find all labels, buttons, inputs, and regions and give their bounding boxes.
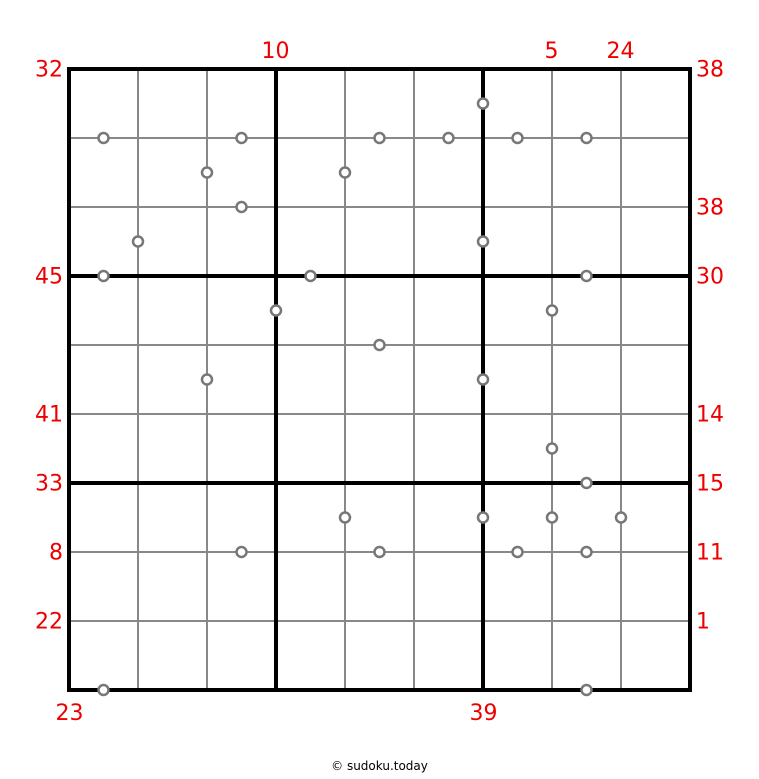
left-clue-1: 32 [35, 57, 63, 83]
cell-r3c7[interactable] [483, 207, 552, 276]
cell-r5c2[interactable] [138, 345, 207, 414]
dot-v-c2-r5 [202, 375, 212, 385]
dot-v-c8-r7 [616, 513, 626, 523]
cell-r4c5[interactable] [345, 276, 414, 345]
cell-r8c9[interactable] [621, 552, 690, 621]
left-clue-9: 22 [35, 609, 63, 635]
dot-v-c3-r4 [271, 306, 281, 316]
cell-r5c3[interactable] [207, 345, 276, 414]
cell-r6c6[interactable] [414, 414, 483, 483]
right-clue-6: 14 [696, 402, 724, 428]
dot-v-c7-r7 [547, 513, 557, 523]
cell-r9c4[interactable] [276, 621, 345, 690]
cell-r2c7[interactable] [483, 138, 552, 207]
cell-r9c1[interactable] [69, 621, 138, 690]
cell-r2c3[interactable] [207, 138, 276, 207]
cell-r7c7[interactable] [483, 483, 552, 552]
cell-r6c8[interactable] [552, 414, 621, 483]
copyright-footer: © sudoku.today [331, 759, 428, 773]
cell-r8c1[interactable] [69, 552, 138, 621]
cell-r8c2[interactable] [138, 552, 207, 621]
cell-r9c3[interactable] [207, 621, 276, 690]
dot-h-r9-c8 [582, 685, 592, 695]
cell-r2c1[interactable] [69, 138, 138, 207]
right-clue-7: 15 [696, 471, 724, 497]
cell-r8c5[interactable] [345, 552, 414, 621]
cell-r2c4[interactable] [276, 138, 345, 207]
top-clue-7: 5 [544, 39, 559, 64]
cell-r2c5[interactable] [345, 138, 414, 207]
cell-r9c6[interactable] [414, 621, 483, 690]
dot-h-r1-c7 [513, 133, 523, 143]
dot-h-r7-c5 [375, 547, 385, 557]
cell-r2c6[interactable] [414, 138, 483, 207]
cell-r5c9[interactable] [621, 345, 690, 414]
cell-r3c2[interactable] [138, 207, 207, 276]
cell-r2c2[interactable] [138, 138, 207, 207]
dot-h-r7-c8 [582, 547, 592, 557]
cell-r9c2[interactable] [138, 621, 207, 690]
dot-h-r6-c8 [582, 478, 592, 488]
cell-r9c5[interactable] [345, 621, 414, 690]
dot-h-r2-c3 [237, 202, 247, 212]
dot-v-c6-r7 [478, 513, 488, 523]
cell-r3c6[interactable] [414, 207, 483, 276]
cell-r4c1[interactable] [69, 276, 138, 345]
cell-r6c1[interactable] [69, 414, 138, 483]
dot-v-c7-r4 [547, 306, 557, 316]
dot-v-c6-r1 [478, 99, 488, 109]
cell-r1c9[interactable] [621, 69, 690, 138]
cell-r7c3[interactable] [207, 483, 276, 552]
cell-r2c9[interactable] [621, 138, 690, 207]
cell-r1c4[interactable] [276, 69, 345, 138]
cell-r1c2[interactable] [138, 69, 207, 138]
cell-r3c9[interactable] [621, 207, 690, 276]
cell-r5c6[interactable] [414, 345, 483, 414]
dot-v-c6-r5 [478, 375, 488, 385]
dot-h-r1-c3 [237, 133, 247, 143]
cell-r3c5[interactable] [345, 207, 414, 276]
cell-r7c5[interactable] [345, 483, 414, 552]
dot-v-c2-r2 [202, 168, 212, 178]
dot-v-c1-r3 [133, 237, 143, 247]
cell-r7c8[interactable] [552, 483, 621, 552]
cell-r3c8[interactable] [552, 207, 621, 276]
cell-r9c8[interactable] [552, 621, 621, 690]
cell-r1c6[interactable] [414, 69, 483, 138]
left-clue-4: 45 [35, 264, 63, 290]
bottom-clue-1: 23 [55, 701, 84, 726]
cell-r8c8[interactable] [552, 552, 621, 621]
left-clue-7: 33 [35, 471, 63, 497]
dot-v-c4-r2 [340, 168, 350, 178]
cell-r6c4[interactable] [276, 414, 345, 483]
cell-r8c3[interactable] [207, 552, 276, 621]
cell-r7c4[interactable] [276, 483, 345, 552]
cell-r7c2[interactable] [138, 483, 207, 552]
right-clue-8: 11 [696, 540, 724, 566]
left-clue-8: 8 [49, 540, 63, 566]
cell-r6c5[interactable] [345, 414, 414, 483]
cell-r4c7[interactable] [483, 276, 552, 345]
cell-r6c9[interactable] [621, 414, 690, 483]
right-clue-4: 30 [696, 264, 724, 290]
cell-r4c6[interactable] [414, 276, 483, 345]
cell-r2c8[interactable] [552, 138, 621, 207]
cell-r5c4[interactable] [276, 345, 345, 414]
cell-r3c4[interactable] [276, 207, 345, 276]
cell-r3c3[interactable] [207, 207, 276, 276]
top-clue-3: 10 [261, 39, 290, 64]
dot-h-r1-c5 [375, 133, 385, 143]
cell-r7c1[interactable] [69, 483, 138, 552]
dot-h-r1-c8 [582, 133, 592, 143]
cell-r7c9[interactable] [621, 483, 690, 552]
dot-h-r1-c1 [99, 133, 109, 143]
right-clue-1: 38 [696, 57, 724, 83]
cell-r1c1[interactable] [69, 69, 138, 138]
right-clue-9: 1 [696, 609, 710, 635]
cell-r7c6[interactable] [414, 483, 483, 552]
dot-h-r7-c3 [237, 547, 247, 557]
top-clue-8: 24 [606, 39, 635, 64]
left-clue-6: 41 [35, 402, 63, 428]
cell-r4c8[interactable] [552, 276, 621, 345]
dot-h-r4-c5 [375, 340, 385, 350]
cell-r3c1[interactable] [69, 207, 138, 276]
dot-v-c6-r3 [478, 237, 488, 247]
right-clue-3: 38 [696, 195, 724, 221]
dot-h-r3-c4 [306, 271, 316, 281]
cell-r9c7[interactable] [483, 621, 552, 690]
cell-r5c7[interactable] [483, 345, 552, 414]
cell-r6c7[interactable] [483, 414, 552, 483]
cell-r1c7[interactable] [483, 69, 552, 138]
cell-r5c5[interactable] [345, 345, 414, 414]
cell-r1c8[interactable] [552, 69, 621, 138]
cell-r8c6[interactable] [414, 552, 483, 621]
cell-r8c4[interactable] [276, 552, 345, 621]
cell-layer[interactable] [69, 69, 690, 690]
cell-r4c4[interactable] [276, 276, 345, 345]
dot-h-r1-c6 [444, 133, 454, 143]
cell-r5c8[interactable] [552, 345, 621, 414]
dot-v-c4-r7 [340, 513, 350, 523]
cell-r6c3[interactable] [207, 414, 276, 483]
dot-h-r3-c8 [582, 271, 592, 281]
dot-h-r3-c1 [99, 271, 109, 281]
cell-r1c3[interactable] [207, 69, 276, 138]
cell-r4c2[interactable] [138, 276, 207, 345]
dot-v-c7-r6 [547, 444, 557, 454]
dot-h-r7-c7 [513, 547, 523, 557]
dot-h-r9-c1 [99, 685, 109, 695]
cell-r5c1[interactable] [69, 345, 138, 414]
cell-r4c9[interactable] [621, 276, 690, 345]
cell-r1c5[interactable] [345, 69, 414, 138]
cell-r9c9[interactable] [621, 621, 690, 690]
cell-r4c3[interactable] [207, 276, 276, 345]
cell-r8c7[interactable] [483, 552, 552, 621]
cell-r6c2[interactable] [138, 414, 207, 483]
bottom-clue-7: 39 [469, 701, 498, 726]
